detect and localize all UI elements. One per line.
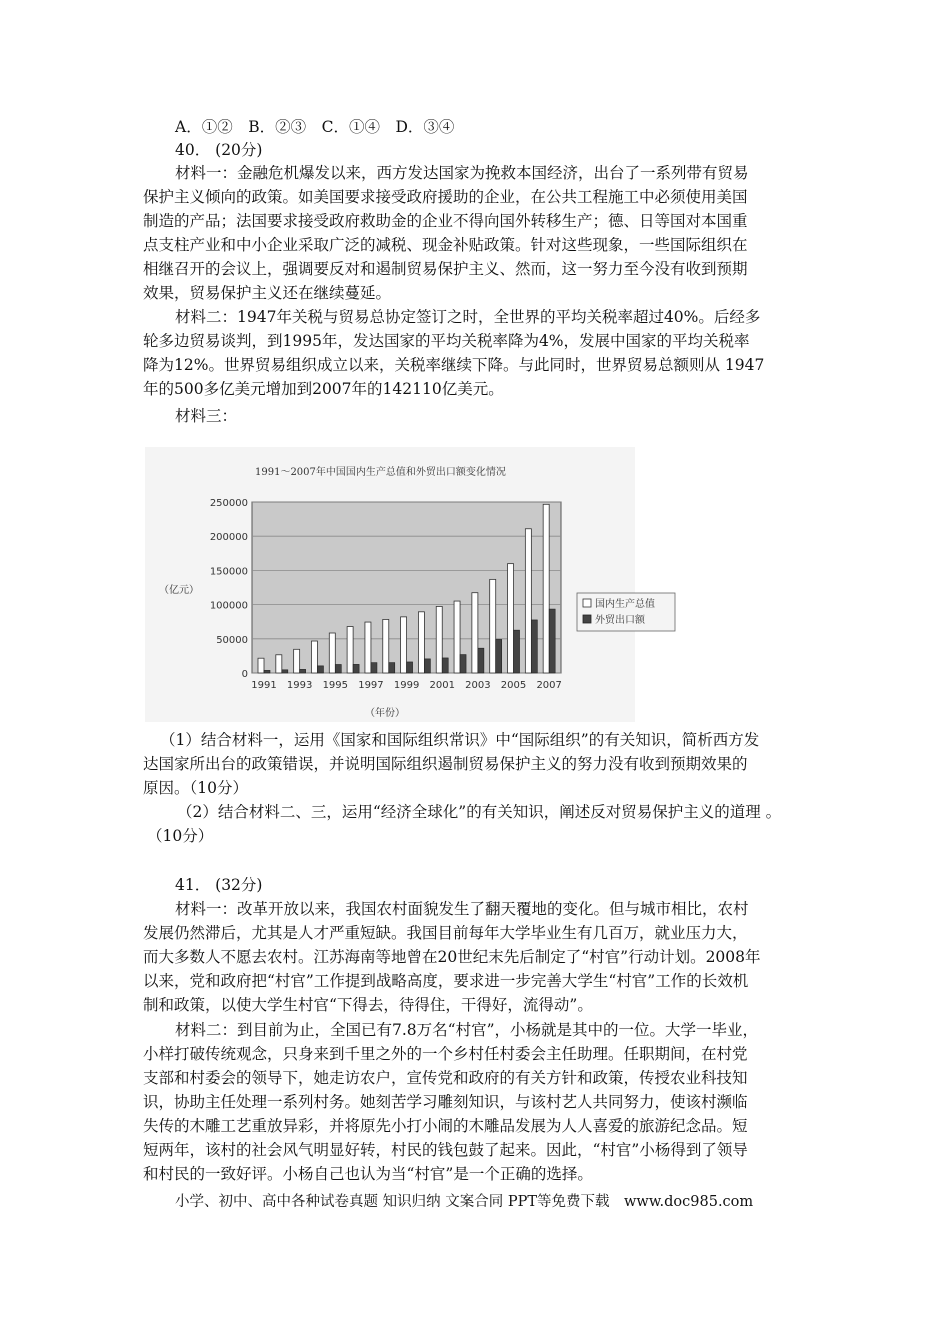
bar-export bbox=[282, 670, 288, 673]
bar-gdp bbox=[472, 593, 478, 673]
x-tick-label: 1991 bbox=[251, 680, 277, 691]
text-line: 降为12%。世界贸易组织成立以来，关税率继续下降。与此同时，世界贸易总额则从 1947 bbox=[143, 356, 765, 374]
bar-export bbox=[424, 659, 430, 673]
x-tick-label: 2005 bbox=[500, 680, 527, 691]
text-line: 原因。（10分） bbox=[143, 779, 248, 797]
bar-gdp bbox=[525, 529, 531, 673]
bar-gdp bbox=[311, 641, 317, 673]
x-tick-label: 2007 bbox=[536, 680, 562, 691]
text-line: 效果，贸易保护主义还在继续蔓延。 bbox=[143, 284, 392, 302]
bar-export bbox=[496, 639, 502, 673]
text-line: 年的500多亿美元增加到2007年的142110亿美元。 bbox=[143, 380, 504, 398]
text-line: 材料二：到目前为止，全国已有7.8万名“村官”，小杨就是其中的一位。大学一毕业， bbox=[175, 1021, 759, 1039]
text-line: （2）结合材料二、三，运用“经济全球化”的有关知识，阐述反对贸易保护主义的道理 。 bbox=[177, 803, 782, 821]
bar-export bbox=[389, 663, 395, 673]
text-line: 材料一：改革开放以来，我国农村面貌发生了翻天覆地的变化。但与城市相比，农村 bbox=[175, 900, 749, 918]
bar-gdp bbox=[347, 627, 353, 673]
text-line: 小样打破传统观念，只身来到千里之外的一个乡村任村委会主任助理。任职期间，在村党 bbox=[143, 1045, 748, 1063]
q40-material-3-label: 材料三： bbox=[175, 407, 238, 425]
gdp-export-chart bbox=[145, 447, 655, 722]
bar-gdp bbox=[294, 649, 300, 673]
x-axis-label: （年份） bbox=[365, 708, 405, 719]
text-line: 达国家所出台的政策错误，并说明国际组织遏制贸易保护主义的努力没有收到预期效果的 bbox=[143, 755, 748, 773]
bar-gdp bbox=[258, 658, 264, 673]
bar-export bbox=[460, 655, 466, 673]
text-line: 制和政策，以使大学生村官“下得去，待得住，干得好，流得动”。 bbox=[143, 996, 593, 1014]
x-tick-label: 1995 bbox=[322, 680, 349, 691]
bar-gdp bbox=[543, 504, 549, 673]
legend-label-export: 外贸出口额 bbox=[595, 615, 645, 626]
text-line: 轮多边贸易谈判，到1995年，发达国家的平均关税率降为4%，发展中国家的平均关税率 bbox=[143, 332, 750, 350]
text-line: 相继召开的会议上，强调要反对和遏制贸易保护主义、然而，这一努力至今没有收到预期 bbox=[143, 260, 748, 278]
y-tick-label: 200000 bbox=[209, 532, 248, 544]
q40-header: 40． (20分) bbox=[175, 141, 263, 159]
bar-export bbox=[371, 663, 377, 673]
text-line: 短两年，该村的社会风气明显好转，村民的钱包鼓了起来。因此，“村官”小杨得到了领导 bbox=[143, 1141, 748, 1159]
x-tick-label: 1999 bbox=[393, 680, 420, 691]
bar-gdp bbox=[490, 579, 496, 673]
bar-gdp bbox=[454, 601, 460, 673]
text-line: 以来，党和政府把“村官”工作提到战略高度，要求进一步完善大学生“村官”工作的长效机 bbox=[143, 972, 749, 990]
bar-gdp bbox=[365, 622, 371, 673]
bar-gdp bbox=[329, 633, 335, 673]
text-line: 和村民的一致好评。小杨自己也认为当“村官”是一个正确的选择。 bbox=[143, 1165, 593, 1183]
legend-swatch-export bbox=[583, 615, 591, 623]
text-line: 保护主义倾向的政策。如美国要求接受政府援助的企业，在公共工程施工中必须使用美国 bbox=[143, 188, 748, 206]
text-line: 而大多数人不愿去农村。江苏海南等地曾在20世纪末先后制定了“村官”行动计划。2008年 bbox=[143, 948, 761, 966]
text-line: 失传的木雕工艺重放异彩，并将原先小打小闹的木雕品发展为人人喜爱的旅游纪念品。短 bbox=[143, 1117, 748, 1135]
bar-gdp bbox=[436, 606, 442, 673]
y-tick-label: 0 bbox=[241, 669, 248, 680]
x-tick-label: 1993 bbox=[286, 680, 313, 691]
bar-export bbox=[531, 620, 537, 673]
y-tick-label: 100000 bbox=[209, 600, 248, 612]
bar-export bbox=[335, 664, 341, 673]
q41-header: 41． (32分) bbox=[175, 876, 263, 894]
bar-gdp bbox=[383, 619, 389, 673]
bar-export bbox=[514, 630, 520, 673]
bar-export bbox=[353, 664, 359, 673]
y-tick-label: 250000 bbox=[209, 498, 248, 509]
bar-gdp bbox=[418, 612, 424, 673]
legend-label-gdp: 国内生产总值 bbox=[595, 599, 655, 610]
bar-export bbox=[407, 662, 413, 673]
text-line: 支部和村委会的领导下，她走访农户，宣传党和政府的有关方针和政策，传授农业科技知 bbox=[143, 1069, 748, 1087]
bar-export bbox=[317, 666, 323, 673]
bar-gdp bbox=[401, 617, 407, 673]
text-line: （10分） bbox=[147, 827, 214, 845]
text-line: （1）结合材料一，运用《国家和国际组织常识》中“国际组织”的有关知识，简析西方发 bbox=[160, 731, 760, 749]
bar-gdp bbox=[276, 655, 282, 673]
text-line: 发展仍然滞后，尤其是人才严重短缺。我国目前每年大学毕业生有几百万，就业压力大， bbox=[143, 924, 748, 942]
x-tick-label: 2003 bbox=[465, 680, 491, 691]
y-tick-label: 150000 bbox=[209, 566, 248, 578]
bar-export bbox=[300, 669, 306, 673]
x-tick-label: 2001 bbox=[429, 680, 455, 691]
text-line: 材料二：1947年关税与贸易总协定签订之时，全世界的平均关税率超过40%。后经多 bbox=[175, 308, 761, 326]
bar-gdp bbox=[508, 564, 514, 673]
chart-title: 1991～2007年中国国内生产总值和外贸出口额变化情况 bbox=[255, 467, 506, 478]
bar-export bbox=[442, 658, 448, 673]
legend-swatch-gdp bbox=[583, 599, 591, 607]
text-line: 识，协助主任处理一系列村务。她刻苦学习雕刻知识，与该村艺人共同努力，使该村濒临 bbox=[143, 1093, 748, 1111]
bar-export bbox=[549, 609, 555, 673]
x-tick-label: 1997 bbox=[358, 680, 384, 691]
bar-export bbox=[264, 670, 270, 673]
y-tick-label: 50000 bbox=[216, 634, 248, 646]
footer-note: 小学、初中、高中各种试卷真题 知识归纳 文案合同 PPT等免费下载 www.doc985.com bbox=[175, 1194, 754, 1210]
bar-export bbox=[478, 648, 484, 673]
text-line: 制造的产品；法国要求接受政府救助金的企业不得向国外转移生产；德、日等国对本国重 bbox=[143, 212, 748, 230]
text-line: 点支柱产业和中小企业采取广泛的减税、现金补贴政策。针对这些现象，一些国际组织在 bbox=[143, 236, 748, 254]
q39-options: A．①② B．②③ C．①④ D．③④ bbox=[175, 118, 455, 136]
y-axis-label: （亿元） bbox=[159, 585, 199, 596]
text-line: 材料一：金融危机爆发以来，西方发达国家为挽救本国经济，出台了一系列带有贸易 bbox=[175, 164, 749, 182]
